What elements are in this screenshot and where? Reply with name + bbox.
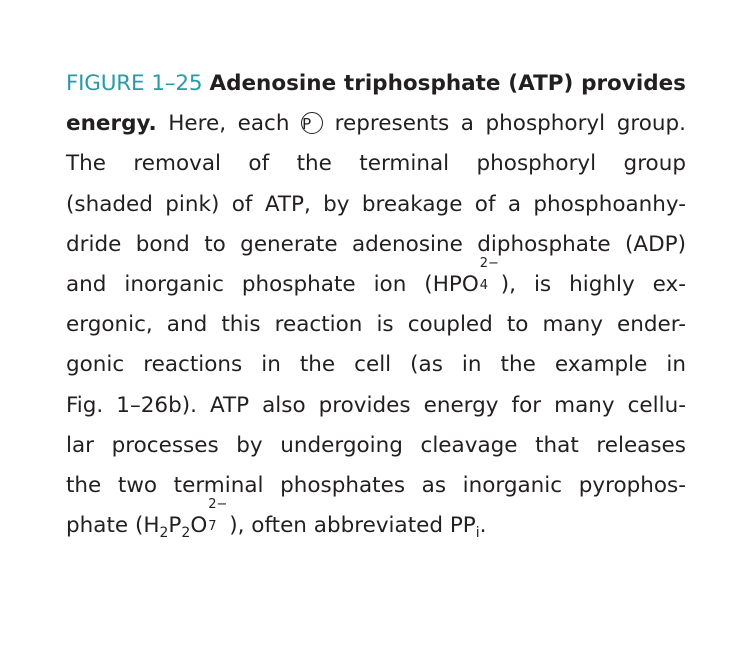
caption-text: O bbox=[190, 513, 208, 539]
caption-text: ), often abbreviated PP bbox=[229, 513, 476, 539]
caption-line-12 bbox=[66, 497, 686, 546]
caption-line-10: lar processes by undergoing cleavage that releases bbox=[66, 432, 686, 458]
caption-text: and inorganic phosphate ion (HPO bbox=[66, 271, 479, 297]
caption-line-6 bbox=[66, 255, 686, 305]
figure-title-end: energy. bbox=[66, 111, 157, 137]
chem-sub: i bbox=[475, 525, 480, 542]
caption-text: Here, each bbox=[168, 111, 290, 137]
chem-sub: 2 bbox=[181, 525, 191, 542]
caption-line-8: gonic reactions in the cell (as in the example in bbox=[66, 352, 686, 378]
phosphoryl-circle-icon: P bbox=[301, 112, 323, 134]
caption-line-5: dride bond to generate adenosine diphosphate (ADP) bbox=[66, 231, 686, 257]
figure-caption bbox=[66, 64, 686, 546]
chem-sup: 2− bbox=[479, 255, 499, 271]
caption-line-9: Fig. 1–26b). ATP also provides energy for many cellu- bbox=[66, 392, 686, 418]
caption-text: phate (H bbox=[66, 513, 160, 539]
caption-text: represents a phosphoryl group. bbox=[334, 111, 686, 137]
caption-line-2 bbox=[66, 104, 686, 144]
chem-sub: 2 bbox=[159, 525, 169, 542]
figure-title: Adenosine triphosphate (ATP) provides bbox=[209, 71, 686, 96]
caption-line-11: the two terminal phosphates as inorganic pyrophos- bbox=[66, 472, 686, 498]
caption-line-1 bbox=[66, 64, 686, 104]
chem-supsub bbox=[479, 255, 501, 293]
caption-line-3: The removal of the terminal phosphoryl group bbox=[66, 151, 686, 177]
chem-supsub bbox=[207, 497, 229, 535]
chem-sub: 7 bbox=[208, 519, 217, 535]
caption-line-4: (shaded pink) of ATP, by breakage of a phosphoanhy- bbox=[66, 191, 686, 217]
caption-text: ), is highly ex- bbox=[500, 271, 686, 297]
chem-sup: 2− bbox=[208, 497, 228, 513]
figure-label: FIGURE 1–25 bbox=[66, 71, 203, 96]
caption-text: . bbox=[479, 513, 487, 539]
caption-line-7: ergonic, and this reaction is coupled to many ender- bbox=[66, 312, 686, 338]
caption-text: P bbox=[168, 513, 182, 539]
chem-sub: 4 bbox=[479, 277, 489, 293]
